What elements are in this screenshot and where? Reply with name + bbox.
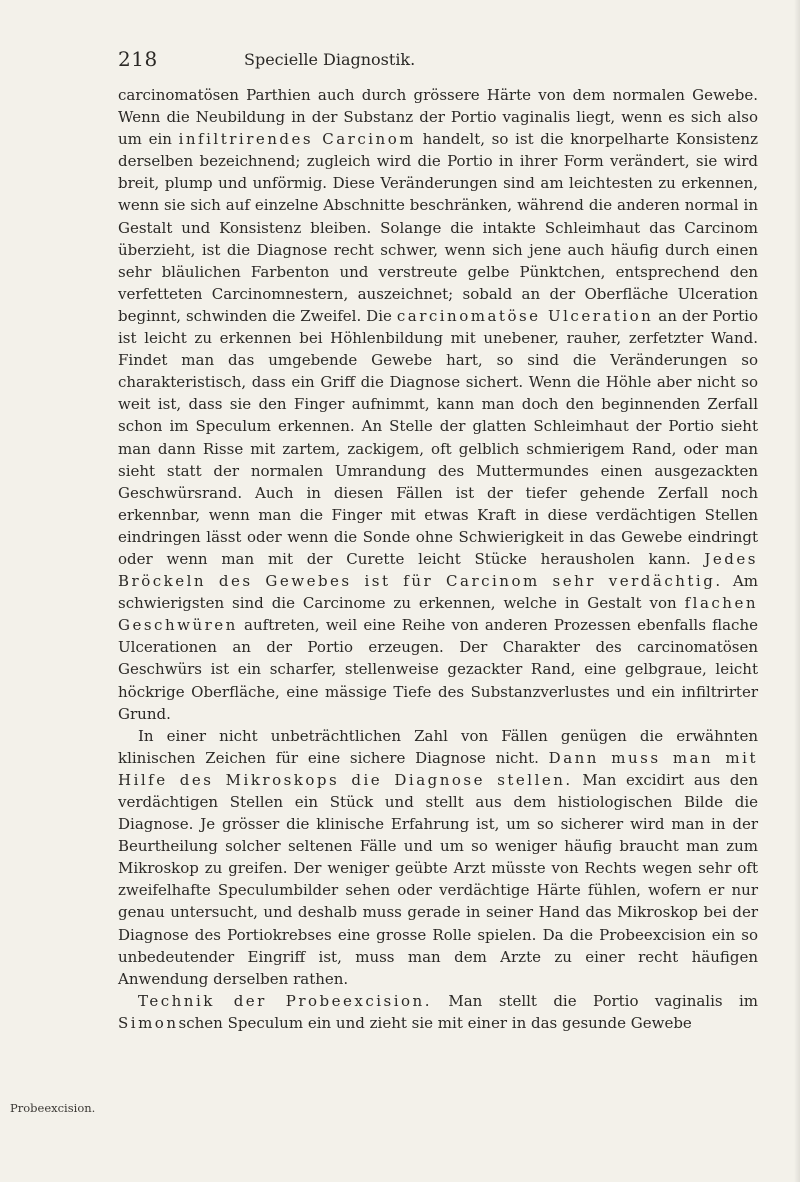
page-header	[118, 47, 758, 77]
text-run: handelt, so ist die knorpelharte Konsistenz derselben bezeichnend; zugleich wird die Portio in ihrer Form verändert, sie wird breit, plump und unförmig. Diese Veränderungen sind am leichtesten zu erkennen, wenn sie sich auf einzelne Abschnitte beschränken, während die anderen normal in Gestalt und Konsistenz bleiben. Solange die intakte Schleimhaut das Carcinom überzieht, ist die Diagnose recht schwer, wenn sich jene auch häufig durch einen sehr bläulichen Farbenton und verstreute gelbe Pünktchen, entsprechend den verfetteten Carcinomnestern, auszeichnet; sobald an der Oberfläche Ulceration beginnt, schwinden die Zweifel. Die	[118, 130, 758, 325]
text-run: Man stellt die Portio vaginalis im	[432, 991, 758, 1010]
emphasis-technik-probeexcision: Technik der Probeexcision.	[138, 991, 432, 1010]
text-run: Am schwierigsten sind die Carcinome zu erkennen, welche in Gestalt von	[118, 572, 758, 613]
emphasis-carcinomatoese-ulceration: carcinomatöse Ulceration	[396, 306, 654, 325]
text-run: Man excidirt aus den verdächtigen Stellen ein Stück und stellt aus dem histiologischen Bilde die Diagnose. Je grösser die klinische Erfahrung ist, um so sicherer wird man in der Beurtheilung solcher seltenen Fälle und um so weniger häufig braucht man zum Mikroskop zu greifen. Der weniger geübte Arzt müsste von Rechts wegen sehr oft zweifelhafte Speculumbilder sehen oder verdächtige Härte fühlen, wofern er nur genau untersucht, und deshalb muss gerade in seiner Hand das Mikroskop bei der Diagnose des Portiokrebses eine grosse Rolle spielen. Da die Probeexcision ein so unbedeutender Eingriff ist, muss man dem Arzte zu einer recht häufigen Anwendung derselben rathen.	[118, 770, 758, 988]
paragraph-1	[118, 84, 758, 725]
page-number: 218	[118, 47, 158, 71]
emphasis-mikroskop-diagnose: Dann muss man mit Hilfe des Mikroskops die Diagnose stellen.	[118, 748, 758, 789]
emphasis-jedes-broeckeln: Jedes Bröckeln des Gewebes ist für Carcinom sehr verdächtig.	[118, 549, 758, 591]
body-text	[118, 84, 758, 1034]
running-title: Specielle Diagnostik.	[244, 50, 416, 69]
paragraph-2	[118, 725, 758, 990]
text-run: schen Speculum ein und zieht sie mit einer in das gesunde Gewebe	[178, 1013, 692, 1032]
text-run: auftreten, weil eine Reihe von anderen Prozessen ebenfalls flache Ulcerationen an der Portio erzeugen. Der Charakter des carcinomatösen Geschwürs ist ein scharfer, stellenweise gezackter Rand, eine gelbgraue, leicht höckrige Oberfläche, eine mässige Tiefe des Substanzverlustes und ein infiltrirter Grund.	[118, 616, 758, 723]
emphasis-flachen-geschwueren: flachen Geschwüren	[118, 594, 758, 635]
text-run: carcinomatösen Parthien auch durch grössere Härte von dem normalen Gewebe. Wenn die Neubildung in der Substanz der Portio vaginalis liegt, wenn es sich also um ein	[118, 86, 758, 149]
emphasis-simon: Simon	[118, 1013, 179, 1032]
emphasis-infiltrirendes-carcinom: infiltrirendes Carcinom	[178, 130, 416, 149]
text-run: an der Portio ist leicht zu erkennen bei Höhlenbildung mit unebener, rauher, zerfetzter Wand. Findet man das umgebende Gewebe hart, so sind die Veränderungen so charakteristisch, dass ein Griff die Diagnose sichert. Wenn die Höhle aber nicht so weit ist, dass sie den Finger aufnimmt, kann man doch den beginnenden Zerfall schon im Speculum erkennen. An Stelle der glatten Schleimhaut der Portio sieht man dann Risse mit zartem, zackigem, oft gelblich schmierigem Rand, oder man sieht statt der normalen Umrandung des Muttermundes einen ausgezackten Geschwürsrand. Auch in diesen Fällen ist der tiefer gehende Zerfall noch erkennbar, wenn man die Finger mit etwas Kraft in diese verdächtigen Stellen eindringen lässt oder wenn die Sonde ohne Schwierigkeit in das Gewebe eindringt oder wenn man mit der Curette leicht Stücke herausholen kann.	[118, 306, 758, 568]
marginal-note: Probeexcision.	[10, 1101, 96, 1115]
page-edge-shadow	[794, 0, 800, 1182]
text-run: In einer nicht unbeträchtlichen Zahl von Fällen genügen die erwähnten klinischen Zeichen für eine sichere Diagnose nicht.	[118, 726, 758, 767]
paragraph-3	[118, 990, 758, 1034]
